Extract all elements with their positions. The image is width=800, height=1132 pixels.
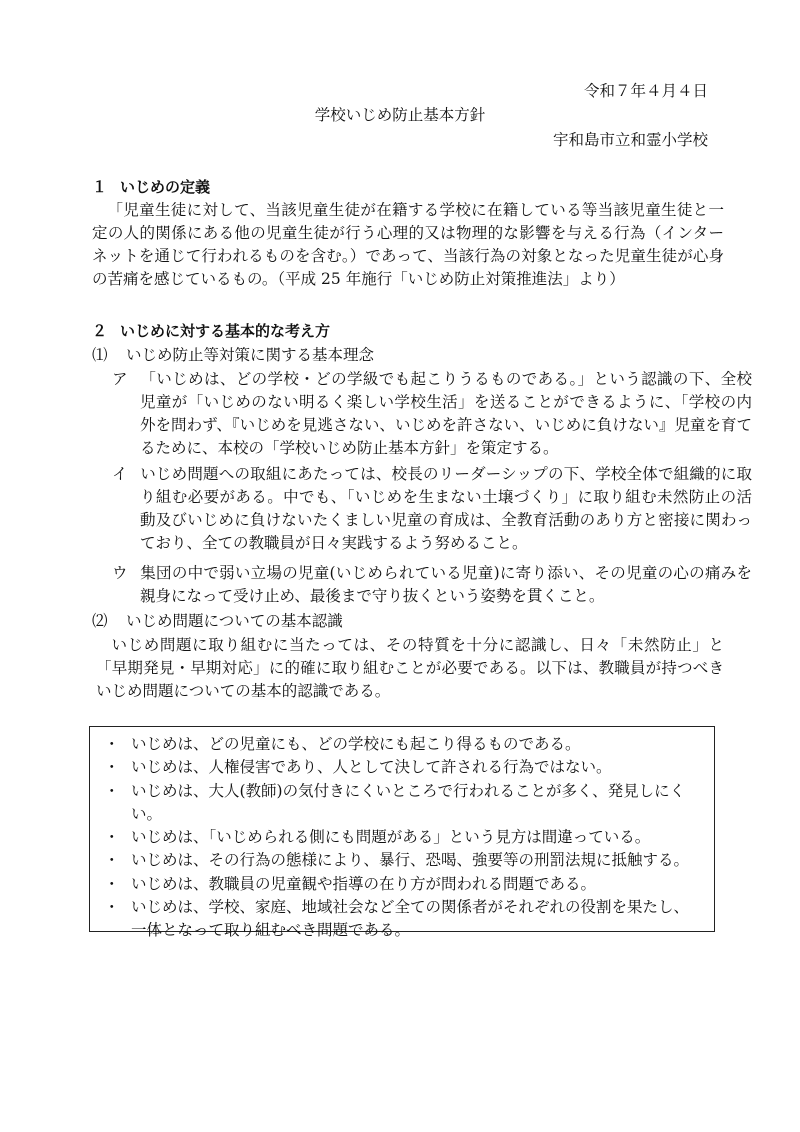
subsection-1-heading: [92, 344, 732, 367]
item-a-text: 「いじめは、どの学校・どの学級でも起こりうるものである。」という認識の下、全校児童が「いじめのない明るく楽しい学校生活」を送ることができるように、「学校の内外を問わず、『いじめを見逃さない、いじめを許さない、いじめに負けない』児童を育てるために、本校の「学校いじめ防止基本方針」を策定する。: [140, 370, 752, 457]
school-name: 宇和島市立和霊小学校: [552, 131, 708, 149]
subsection-2-body: [96, 634, 724, 703]
section-1-title: いじめの定義: [120, 178, 211, 196]
list-item: ・ いじめは、人権侵害であり、人として決して許される行為ではない。: [104, 756, 704, 779]
subsection-2-mark: ⑵: [92, 612, 108, 630]
list-item: ・ いじめは、教職員の児童観や指導の在り方が問われる問題である。: [104, 873, 704, 896]
bullet: ・: [104, 851, 120, 870]
recognition-text: いじめ問題に取り組むに当たっては、その特質を十分に認識し、日々「未然防止」と「早期発見・早期対応」に的確に取り組むことが必要である。以下は、教職員が持つべきいじめ問題についての基本的認識である。: [96, 636, 724, 700]
section-1-heading: [92, 176, 210, 199]
list-item: ・ いじめは、学校、家庭、地域社会など全ての関係者がそれぞれの役割を果たし、一体となって取り組むべき問題である。: [104, 898, 690, 940]
item-u-text: 集団の中で弱い立場の児童(いじめられている児童)に寄り添い、その児童の心の痛みを親身になって受け止め、最後まで守り抜くという姿勢を貫くこと。: [140, 564, 752, 605]
subsection-1-mark: ⑴: [92, 346, 108, 364]
list-item: ・ いじめは、大人(教師)の気付きにくいところで行われることが多く、発見しにくい。: [104, 781, 686, 823]
section-1-number: １: [92, 178, 108, 196]
principle-item-i: [112, 463, 752, 555]
document-date: 令和７年４月４日: [583, 82, 708, 100]
document-title: 学校いじめ防止基本方針: [314, 106, 486, 124]
list-item: ・ いじめは、その行為の態様により、暴行、恐喝、強要等の刑罰法規に抵触する。: [104, 849, 704, 872]
list-item: ・ いじめは、どの児童にも、どの学校にも起こり得るものである。: [104, 733, 704, 756]
subsection-1-title: いじめ防止等対策に関する基本理念: [126, 346, 375, 364]
section-2-number: ２: [92, 322, 108, 340]
principle-item-u: [112, 562, 752, 608]
section-2-title: いじめに対する基本的な考え方: [120, 322, 331, 340]
bullet: ・: [104, 898, 120, 917]
item-a-mark: ア: [112, 370, 128, 388]
subsection-2-heading: [92, 610, 732, 633]
bullet: ・: [104, 735, 120, 753]
item-u-mark: ウ: [112, 564, 128, 582]
section-2-heading: [92, 320, 330, 343]
recognition-list: [104, 733, 704, 943]
item-i-mark: イ: [112, 465, 128, 483]
definition-text: 「児童生徒に対して、当該児童生徒が在籍する学校に在籍している等当該児童生徒と一定の人的関係にある他の児童生徒が行う心理的又は物理的な影響を与える行為（インターネットを通じて行われるものを含む。）であって、当該行為の対象となった児童生徒が心身の苦痛を感じているもの。（平成 25 年施行「いじめ防止対策推進法」より）: [92, 201, 724, 288]
bullet: ・: [104, 781, 120, 800]
bullet: ・: [104, 758, 120, 777]
basic-recognition-box: [89, 726, 715, 940]
item-i-text: いじめ問題への取組にあたっては、校長のリーダーシップの下、学校全体で組織的に取り組む必要がある。中でも、「いじめを生まない土壌づくり」に取り組む未然防止の活動及びいじめに負けないたくましい児童の育成は、全教育活動のあり方と密接に関わっており、全ての教職員が日々実践するよう努めること。: [140, 465, 752, 552]
bullet: ・: [104, 828, 120, 847]
list-item: ・ いじめは、「いじめられる側にも問題がある」という見方は間違っている。: [104, 826, 704, 849]
subsection-2-title: いじめ問題についての基本認識: [126, 612, 343, 630]
principle-item-a: [112, 368, 752, 460]
bullet: ・: [104, 874, 120, 893]
section-1-body: [92, 199, 724, 291]
